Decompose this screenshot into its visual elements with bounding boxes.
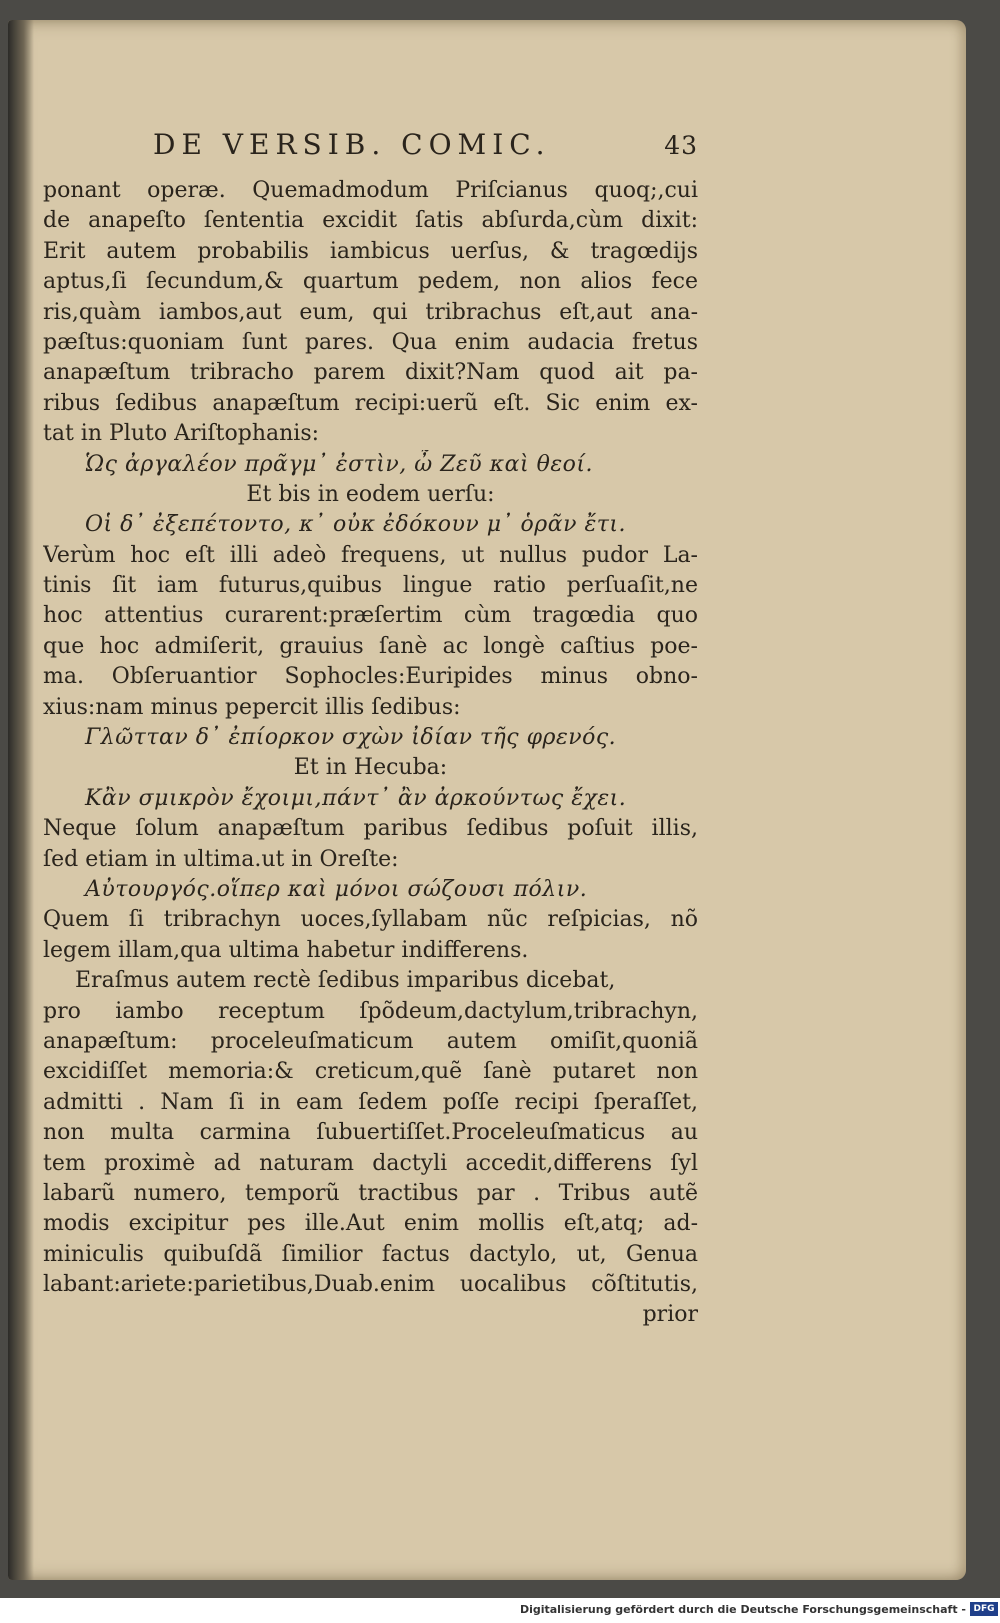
text-line: Quem ſi tribrachyn uoces,ſyllabam nũc reſpicias, nõ [43, 907, 698, 933]
text-block [43, 128, 698, 1331]
book-page [8, 20, 966, 1580]
text-line: pro iambo receptum ſpõdeum,dactylum,tribrachyn, [43, 998, 698, 1024]
running-head-title: DE VERSIB. COMIC. [153, 128, 551, 161]
text-line: Verùm hoc eſt illi adeò frequens, ut nullus pudor La- [43, 542, 698, 568]
text-line: Erit autem probabilis iambicus uerſus, & tragœdijs [43, 238, 698, 264]
greek-verse-line: Κἂν σμικρὸν ἔχοιμι,πάντ᾽ ἂν ἀρκούντως ἔχει. [85, 785, 627, 811]
text-lines [43, 176, 698, 1331]
text-line: ſed etiam in ultima.ut in Oreſte: [43, 846, 399, 872]
text-line: que hoc admiſerit, grauius ſanè ac longè caſtius poe- [43, 633, 698, 659]
greek-verse-line: Αὐτουργός.οἵπερ καὶ μόνοι σώζουσι πόλιν. [85, 876, 588, 902]
text-line: Et bis in eodem uerſu: [246, 481, 495, 507]
text-line: modis excipitur pes ille.Aut enim mollis eſt,atq; ad- [43, 1211, 698, 1237]
greek-verse-line: Οἱ δ᾽ ἐξεπέτοντο, κ᾽ οὐκ ἐδόκουν μ᾽ ὁρᾶν ἔτι. [85, 512, 627, 538]
text-line: ma. Obſeruantior Sophocles:Euripides minus obno- [43, 664, 698, 690]
text-line: anapæſtum tribracho parem dixit?Nam quod ait pa- [43, 360, 698, 386]
text-line: ribus ſedibus anapæſtum recipi:uerũ eſt. Sic enim ex- [43, 390, 698, 416]
text-line: labarũ numero, temporũ tractibus par . Tribus autẽ [43, 1180, 698, 1206]
text-line: labant:ariete:parietibus,Duab.enim uocalibus cõſtitutis, [43, 1272, 698, 1298]
text-line: Neque ſolum anapæſtum paribus ſedibus poſuit illis, [43, 816, 698, 842]
text-line: xius:nam minus pepercit illis ſedibus: [43, 694, 461, 720]
text-line: tat in Pluto Ariſtophanis: [43, 421, 320, 447]
text-line: ponant operæ. Quemadmodum Priſcianus quoq;,cui [43, 178, 698, 203]
catchword: prior [642, 1302, 698, 1328]
text-line: admitti . Nam ſi in eam ſedem poſſe recipi ſperaſſet, [43, 1089, 698, 1115]
text-line: tem proximè ad naturam dactyli accedit,differens ſyl [43, 1150, 698, 1176]
text-line: anapæſtum: proceleuſmaticum autem omiſit,quoniã [43, 1028, 698, 1054]
footer-bar [0, 1598, 1000, 1623]
text-line: tinis ſit iam futurus,quibus lingue ratio perſuaſit,ne [43, 573, 698, 599]
text-line: non multa carmina ſubuertiſſet.Proceleuſmaticus au [43, 1120, 698, 1146]
book-spine-shadow [8, 20, 34, 1580]
text-line: Eraſmus autem rectè ſedibus imparibus dicebat, [75, 968, 616, 994]
page-number: 43 [664, 131, 698, 160]
text-line: aptus,ſi ſecundum,& quartum pedem, non alios fece [43, 269, 698, 295]
text-line: hoc attentius curarent:præſertim cùm tragœdia quo [43, 603, 698, 629]
text-line: Et in Hecuba: [293, 755, 448, 781]
greek-verse-line: Γλῶτταν δ᾽ ἐπίορκον σχὼν ἰδίαν τῆς φρενός. [85, 725, 617, 751]
dfg-logo: DFG [970, 1602, 998, 1616]
text-line: pæſtus:quoniam ſunt pares. Qua enim audacia fretus [43, 329, 698, 355]
text-line: ris,quàm iambos,aut eum, qui tribrachus eſt,aut ana- [43, 299, 698, 325]
text-line: miniculis quibuſdã ſimilior factus dactylo, ut, Genua [43, 1241, 698, 1267]
funding-credit: Digitalisierung gefördert durch die Deutsche Forschungsgemeinschaft - [519, 1603, 966, 1616]
text-line: excidiſſet memoria:& creticum,quẽ ſanè putaret non [43, 1059, 698, 1085]
greek-verse-line: Ὡς ἀργαλέον πρᾶγμ᾽ ἐστὶν, ὦ Ζεῦ καὶ θεοί. [85, 451, 593, 477]
text-line: de anapeſto ſententia excidit ſatis abſurda,cùm dixit: [43, 208, 698, 234]
text-line: legem illam,qua ultima habetur indifferens. [43, 937, 529, 963]
running-head [43, 128, 698, 176]
